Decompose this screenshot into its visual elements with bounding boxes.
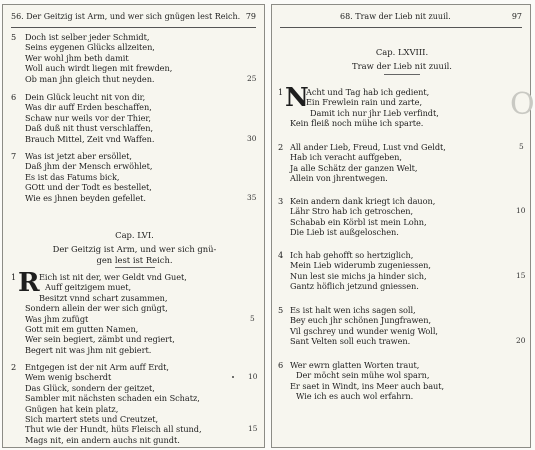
- verse-line: Kein fleiß noch mühe ich sparte.: [290, 118, 424, 129]
- show-through-mark: O: [510, 87, 535, 122]
- verse-line: Schabab ein Körbl ist mein Lohn,: [290, 216, 427, 227]
- verse-line: Lähr Stro hab ich getroschen,: [290, 206, 414, 217]
- stanza-number: 1: [278, 87, 284, 97]
- verse-line: Es ist halt wen ichs sagen soll,: [290, 305, 416, 315]
- line-marker: 5: [250, 313, 255, 323]
- title-rule: [115, 267, 155, 268]
- line-marker: 30: [247, 133, 257, 143]
- verse-line: Entgegen ist der nit Arm auff Erdt,: [25, 362, 169, 372]
- verse-line: Wie es jhnen beyden gefellet.: [25, 192, 146, 203]
- stanza-number: 6: [11, 92, 17, 102]
- title-rule: [384, 74, 420, 75]
- verse-line: Eich ist nit der, wer Geldt vnd Guet,: [39, 272, 187, 282]
- stanza-number: 6: [278, 360, 284, 370]
- verse-line: Was ist jetzt aber ersöllet,: [25, 151, 132, 161]
- verse-line: Woll auch wirdt liegen mit frewden,: [25, 63, 173, 74]
- ink-speck: [232, 376, 234, 378]
- running-head-text: 56. Der Geitzig ist Arm, und wer sich gnügen lest Reich.: [11, 12, 241, 21]
- verse-line: Daß duß nit thust verschlaffen,: [25, 123, 153, 134]
- verse-line: Er saet in Windt, ins Meer auch baut,: [290, 380, 445, 391]
- header-rule: [11, 27, 256, 28]
- verse-line: Ein Frewlein rain und zarte,: [306, 97, 423, 108]
- right-page: [271, 4, 535, 448]
- line-marker: 35: [247, 192, 257, 202]
- verse-line: Gott mit em gutten Namen,: [25, 324, 139, 334]
- verse-line: Seins eygenen Glücks allzeiten,: [25, 42, 155, 53]
- verse-line: Die Lieb ist außgeloschen.: [290, 227, 399, 238]
- verse-line: Dein Glück leucht nit von dir,: [25, 92, 146, 102]
- verse-line: Allein von jhrentwegen.: [290, 173, 388, 184]
- line-marker: 20: [516, 336, 526, 346]
- verse-line: Nun lest sie michs ja hinder sich,: [290, 270, 427, 281]
- stanza-number: 1: [11, 272, 17, 282]
- stanza-number: 5: [11, 32, 17, 42]
- verse-line: Doch ist selber jeder Schmidt,: [25, 32, 150, 42]
- verse-line: Thut wie der Hundt, hüts Fleisch all stund,: [25, 424, 202, 435]
- chapter-title-line: gen lest ist Reich.: [96, 255, 173, 265]
- line-marker: 5: [519, 142, 524, 151]
- chapter-title-line: Der Geitzig ist Arm, und wer sich gnü-: [52, 244, 217, 254]
- verse-line: Wie ich es auch wol erfahrn.: [296, 391, 414, 402]
- stanza-number: 5: [278, 305, 284, 315]
- verse-line: Wer wohl jhm beth damit: [25, 52, 129, 63]
- verse-line: Bey euch jhr schönen Jungfrawen,: [290, 315, 432, 326]
- stanza-number: 4: [278, 250, 284, 260]
- verse-line: Acht und Tag hab ich gedient,: [306, 87, 430, 97]
- page-number: 79: [245, 12, 256, 21]
- verse-line: Es ist das Fatums bick,: [25, 171, 120, 182]
- verse-line: Der möcht sein mühe wol sparn,: [296, 370, 430, 381]
- verse-line: Wem wenig bscherdt: [25, 372, 112, 383]
- verse-line: Gnügen hat kein platz,: [25, 403, 119, 414]
- verse-line: Mein Lieb widerumb zugeniessen,: [290, 260, 431, 271]
- stanza-number: 3: [278, 196, 284, 206]
- verse-line: Begert nit was jhm nit gebiert.: [25, 344, 152, 355]
- verse-line: Was jhm zufügt: [25, 313, 89, 324]
- verse-line: Sich martert stets und Creutzet,: [25, 414, 159, 424]
- verse-line: Mags nit, ein andern auchs nit gundt.: [25, 434, 180, 445]
- verse-line: Auff geitzigem muet,: [45, 282, 132, 293]
- verse-line: Ich hab gehofft so hertziglich,: [290, 250, 414, 260]
- stanza-number: 7: [11, 151, 17, 161]
- verse-line: GOtt und der Todt es bestellet,: [25, 182, 152, 193]
- verse-line: Sondern allein der wer sich gnügt,: [25, 303, 168, 314]
- verse-line: Wer ewrn glatten Worten traut,: [290, 360, 420, 370]
- verse-line: Besitzt vnnd schart zusammen,: [39, 292, 168, 303]
- verse-line: Brauch Mittel, Zeit vnd Waffen.: [25, 133, 155, 144]
- line-marker: 10: [516, 206, 526, 216]
- running-head: [280, 10, 522, 24]
- verse-line: Hab ich veracht auffgeben,: [290, 152, 402, 163]
- verse-line: Wer sein begiert, zämbt und regiert,: [25, 334, 175, 345]
- verse-line: Das Glück, sondern der geitzet,: [25, 382, 155, 393]
- chapter-heading: Cap. LXVIII.: [375, 47, 429, 57]
- verse-line: Ob man jhn gleich thut neyden.: [25, 73, 155, 84]
- verse-line: Sant Velten soll euch trawen.: [290, 336, 411, 347]
- line-marker: 25: [247, 73, 257, 83]
- left-page: [2, 4, 265, 448]
- verse-line: Daß jhm der Mensch erwöhlet,: [25, 161, 153, 172]
- verse-line: Gantz höflich jetzund gniessen.: [290, 281, 419, 292]
- stanza-number: 2: [11, 362, 17, 372]
- verse-line: Damit ich nur jhr Lieb verfindt,: [310, 107, 439, 118]
- header-rule: [280, 27, 522, 28]
- stanza-number: 2: [278, 142, 284, 152]
- running-head-text: 68. Traw der Lieb nit zuuil.: [340, 12, 451, 21]
- chapter-title-line: Traw der Lieb nit zuuil.: [352, 61, 452, 71]
- verse-line: Vil gschrey und wunder wenig Woll,: [290, 325, 438, 336]
- line-marker: 15: [248, 424, 258, 434]
- verse-line: Kein andern dank kriegt ich dauon,: [290, 196, 436, 206]
- verse-line: All ander Lieb, Freud, Lust vnd Geldt,: [290, 142, 446, 152]
- verse-line: Schaw nur weils vor der Thier,: [25, 112, 151, 123]
- line-marker: 15: [516, 270, 526, 280]
- chapter-heading: Cap. LVI.: [115, 230, 154, 240]
- page-number: 97: [511, 12, 522, 21]
- verse-line: Sambler mit nächsten schaden ein Schatz,: [25, 393, 200, 404]
- verse-line: Was dir auff Erden beschaffen,: [25, 102, 152, 113]
- drop-cap: N: [285, 83, 309, 113]
- running-head: [11, 10, 256, 24]
- line-marker: 10: [248, 372, 258, 382]
- drop-cap: R: [18, 268, 40, 298]
- verse-line: Ja alle Schätz der ganzen Welt,: [290, 162, 418, 173]
